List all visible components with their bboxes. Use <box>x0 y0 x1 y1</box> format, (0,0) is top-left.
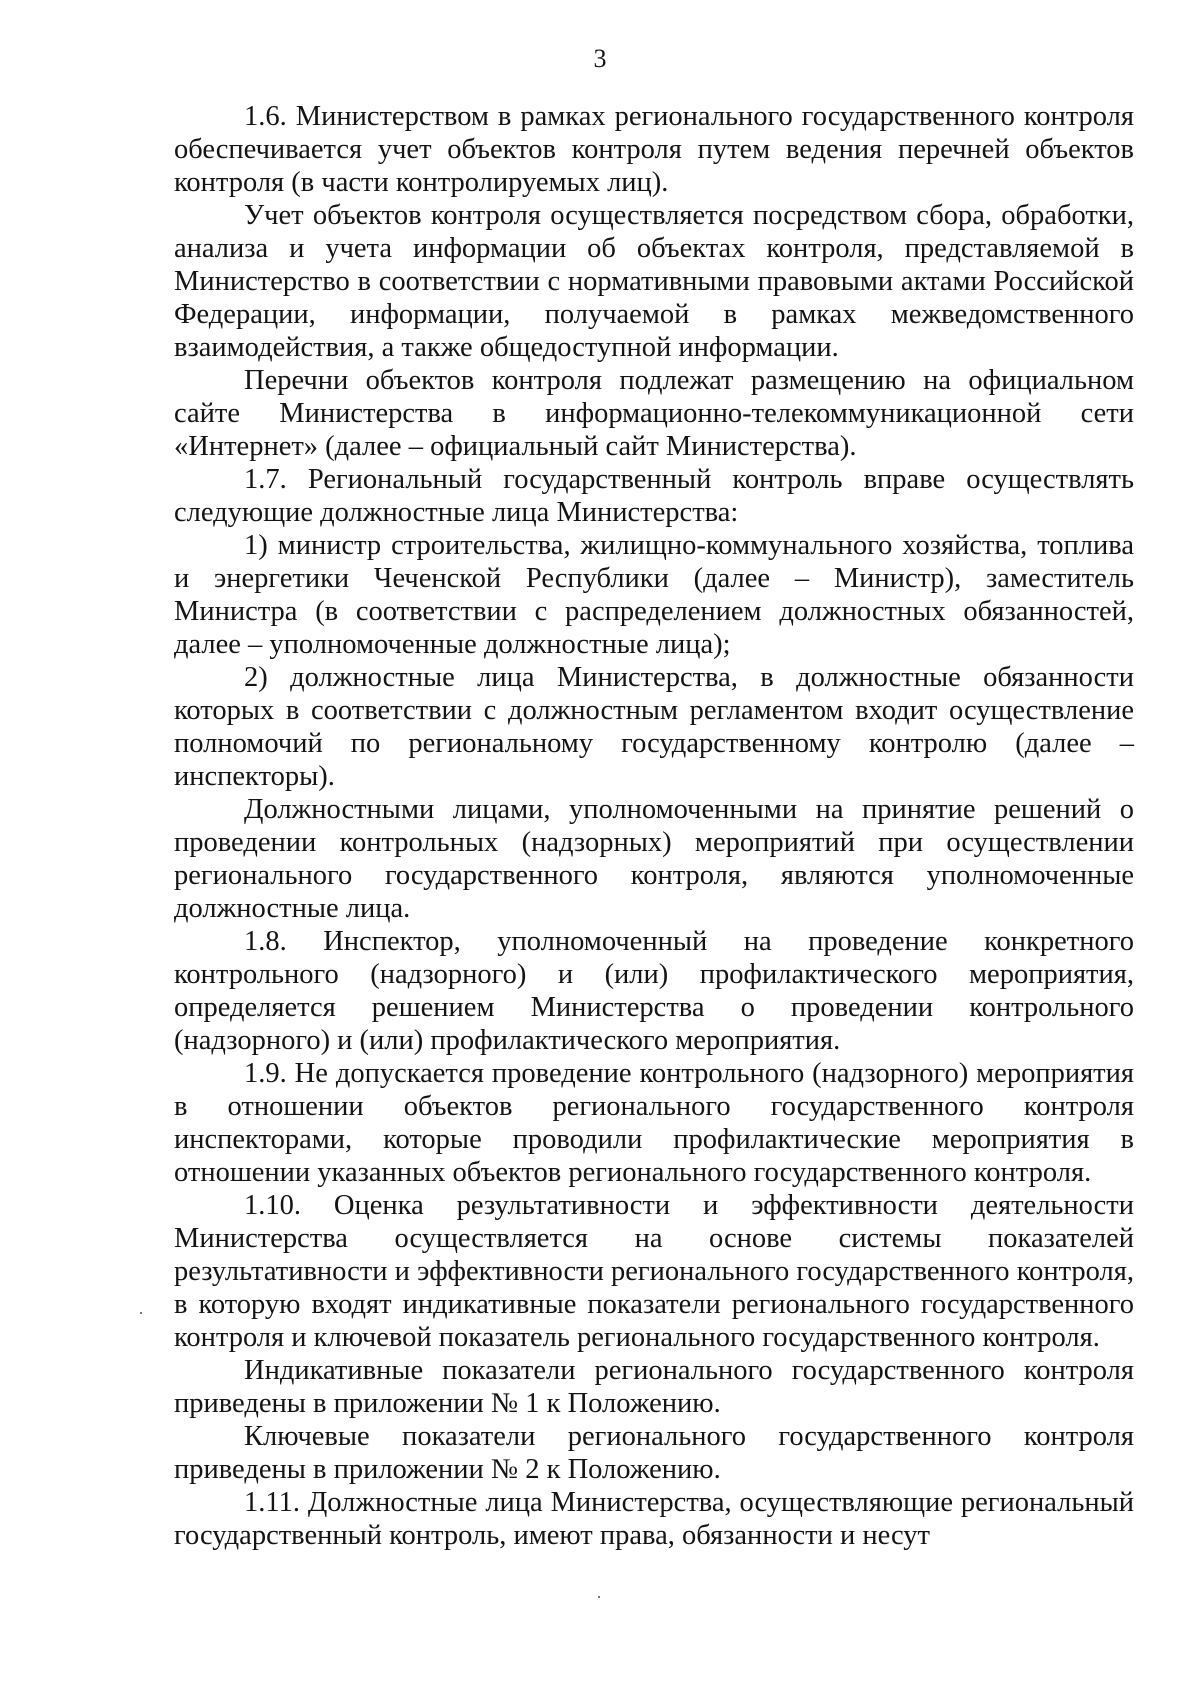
list-item-2: 2) должностные лица Министерства, в должностные обязанности которых в соответствии с должностным регламентом входит осуществление полномочий по региональному государственному контролю (далее – инспекторы). <box>174 662 1134 792</box>
paragraph-lists-publication: Перечни объектов контроля подлежат размещению на официальном сайте Министерства в информационно-телекоммуникационной сети «Интернет» (далее – официальный сайт Министерства). <box>174 365 1134 462</box>
paragraph-1-6: 1.6. Министерством в рамках регионального государственного контроля обеспечивается учет объектов контроля путем ведения перечней объектов контроля (в части контролируемых лиц). <box>174 101 1134 198</box>
paragraph-1-7: 1.7. Региональный государственный контроль вправе осуществлять следующие должностные лица Министерства: <box>174 464 1134 528</box>
paragraph-authorized-officials: Должностными лицами, уполномоченными на принятие решений о проведении контрольных (надзорных) мероприятий при осуществлении регионального государственного контроля, являются уполномоченные должностные лица. <box>174 794 1134 924</box>
paragraph-key-indicators: Ключевые показатели регионального государственного контроля приведены в приложении № 2 к Положению. <box>174 1421 1134 1485</box>
paragraph-1-8: 1.8. Инспектор, уполномоченный на проведение конкретного контрольного (надзорного) и (или) профилактического мероприятия, определяется решением Министерства о проведении контрольного (надзорного) и (или) профилактического мероприятия. <box>174 926 1134 1056</box>
page-number: 3 <box>593 44 607 73</box>
scan-speck <box>598 1596 600 1598</box>
document-body <box>174 100 1134 1552</box>
list-item-1: 1) министр строительства, жилищно-коммунального хозяйства, топлива и энергетики Чеченской Республики (далее – Министр), заместитель Министра (в соответствии с распределением должностных обязанностей, далее – уполномоченные должностные лица); <box>174 530 1134 660</box>
paragraph-indicative-indicators: Индикативные показатели регионального государственного контроля приведены в приложении № 1 к Положению. <box>174 1355 1134 1419</box>
paragraph-accounting: Учет объектов контроля осуществляется посредством сбора, обработки, анализа и учета информации об объектах контроля, представляемой в Министерство в соответствии с нормативными правовыми актами Российской Федерации, информации, получаемой в рамках межведомственного взаимодействия, а также общедоступной информации. <box>174 200 1134 363</box>
paragraph-1-11: 1.11. Должностные лица Министерства, осуществляющие региональный государственный контроль, имеют права, обязанности и несут <box>174 1487 1134 1551</box>
paragraph-1-10: 1.10. Оценка результативности и эффективности деятельности Министерства осуществляется на основе системы показателей результативности и эффективности регионального государственного контроля, в которую входят индикативные показатели регионального государственного контроля и ключевой показатель регионального государственного контроля. <box>174 1190 1134 1353</box>
scan-speck <box>140 1312 142 1314</box>
paragraph-1-9: 1.9. Не допускается проведение контрольного (надзорного) мероприятия в отношении объектов регионального государственного контроля инспекторами, которые проводили профилактические мероприятия в отношении указанных объектов регионального государственного контроля. <box>174 1058 1134 1188</box>
